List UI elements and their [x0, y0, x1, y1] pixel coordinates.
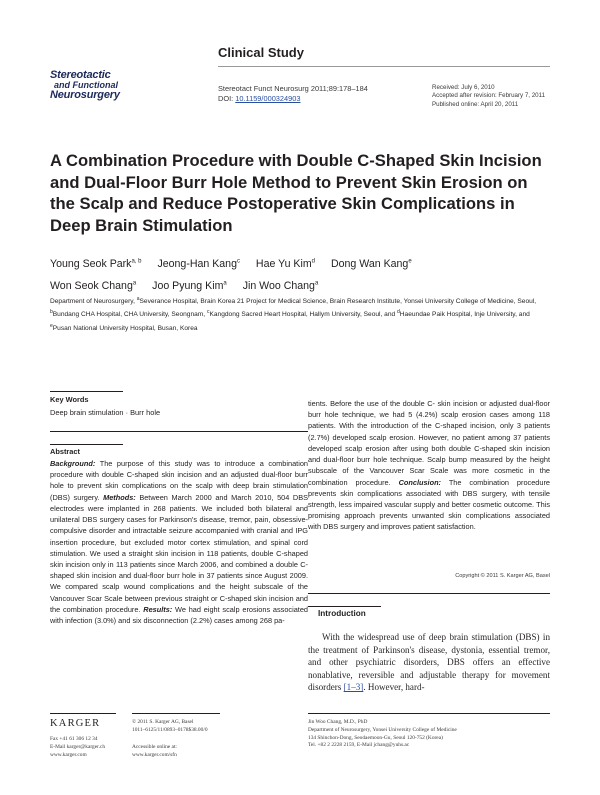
corresponding-address: 134 Shinchon-Dong, Seodaemoon-Gu, Seoul 120-752 (Korea)	[308, 734, 443, 741]
affiliation-text: Bundang CHA Hospital, CHA University, Seongnam,	[52, 311, 207, 319]
corresponding-department: Department of Neurosurgery, Yonsei University College of Medicine	[308, 726, 457, 733]
copyright-line: © 2011 S. Karger AG, Basel	[132, 719, 194, 725]
author-affiliation-mark: a	[132, 280, 137, 287]
author-list	[50, 251, 550, 296]
received-date: Received: July 6, 2010	[432, 84, 495, 91]
publisher-web: www.karger.com	[50, 751, 87, 758]
footer-copyright	[132, 719, 208, 735]
introduction-heading-rule	[308, 606, 381, 607]
affiliation-mark: c	[206, 309, 210, 316]
author	[50, 258, 142, 270]
affiliation-mark: e	[50, 322, 53, 329]
journal-logo-line-3: Neurosurgery	[50, 89, 120, 101]
publication-dates	[432, 84, 545, 109]
access-label: Accessible online at:	[132, 744, 177, 750]
author-affiliation-mark: e	[408, 258, 412, 264]
copyright-code: 1011–6125/11/0893–0178$38.00/0	[132, 726, 208, 733]
publisher-fax: Fax +41 61 306 12 34	[50, 736, 98, 742]
introduction-heading: Introduction	[318, 609, 366, 618]
journal-logo	[50, 70, 200, 100]
header-divider	[218, 66, 550, 67]
introduction-divider	[308, 593, 550, 594]
publisher-logo: KARGER	[50, 718, 101, 729]
article-title: A Combination Procedure with Double C-Shaped Skin Incision and Dual-Floor Burr Hole Method to Prevent Skin Erosion on the Scalp and Reduce Postoperative Skin Complications in Deep Brain Stimulation	[50, 151, 542, 235]
study-type-label: Clinical Study	[218, 45, 304, 60]
author	[331, 258, 412, 270]
affiliation-mark: b	[50, 309, 53, 316]
abstract-column-right	[308, 398, 550, 533]
author-name: Dong Wan Kang	[330, 257, 409, 270]
author-name: Hae Yu Kim	[255, 257, 312, 270]
doi-label: DOI:	[218, 93, 236, 103]
background-label: Background:	[50, 459, 96, 468]
affiliation-mark: d	[397, 309, 400, 316]
affiliation-text: Severance Hospital, Brain Korea 21 Project for Medical Science, Brain Research Institute, Yonsei University College of Medicine, Seoul,	[139, 298, 537, 306]
footer-divider	[132, 713, 220, 714]
affiliations	[50, 294, 550, 334]
author-name: Jin Woo Chang	[242, 280, 315, 293]
affiliation-mark: a	[136, 296, 140, 302]
author-affiliation-mark: c	[236, 258, 240, 264]
methods-text: Between March 2000 and March 2010, 504 DBS electrodes were implanted in 268 patients. We included both bilateral and unilateral DBS surgery cases for Parkinson's disease, tremor, pain, obsessive-compulsive disorder and intractable seizure accompanied with cranial and IPG insertion procedure, but excluded motor cortex stimulation, and spinal cord stimulation. We used a straight skin incision in 118 patients, double C-shaped skin incision only in 113 patients since March 2006, and combined a double C-shaped skin incision and dual-floor burr hole in 37 patients since August 2009. We compared scalp wound complications and the height subscale of the Vancouver Scar Scale between previous straight or C-shaped skin incision and the combination procedure.	[50, 492, 308, 614]
keywords-divider	[50, 391, 123, 392]
correspondence	[308, 719, 550, 750]
author-affiliation-mark: a	[223, 280, 227, 287]
abstract-heading-rule	[50, 444, 123, 445]
abstract-copyright: Copyright © 2011 S. Karger AG, Basel	[455, 573, 550, 579]
footer-divider	[50, 713, 116, 714]
online-access	[132, 744, 177, 760]
published-date: Published online: April 20, 2011	[432, 100, 519, 108]
author	[243, 280, 319, 292]
accepted-date: Accepted after revision: February 7, 2011	[432, 92, 546, 100]
author	[152, 280, 227, 292]
author-name: Jeong-Han Kang	[157, 257, 237, 270]
keywords-heading: Key Words	[50, 395, 89, 404]
abstract-divider	[50, 431, 308, 432]
journal-logo-line-1: Stereotactic	[50, 69, 111, 81]
citation-block	[218, 84, 368, 103]
publisher-contact	[50, 736, 105, 759]
results-text: We had eight scalp erosions associated with infection (3.0%) and six disconnection (2.2%) cases among 268 pa-	[50, 604, 308, 626]
author-name: Young Seok Park	[50, 257, 132, 270]
corresponding-contact: Tel. +82 2 2228 2159, E-Mail jchang@yuhs.ac	[308, 742, 410, 749]
author-affiliation-mark: a, b	[131, 258, 142, 264]
affiliation-text: Kangdong Sacred Heart Hospital, Hallym University, Seoul, and	[209, 311, 397, 319]
abstract-heading: Abstract	[50, 447, 80, 456]
corresponding-author: Jin Woo Chang, M.D., PhD	[308, 719, 368, 725]
introduction-text: With the widespread use of deep brain stimulation (DBS) in the treatment of Parkinson's disease, dystonia, essential tremor, and other psychiatric disorders, DBS offers an effective nonablative, reversible and adjustable therapy for movement disorders	[308, 632, 550, 693]
author	[256, 258, 315, 270]
author	[50, 280, 136, 292]
doi-link[interactable]: 10.1159/000324903	[235, 93, 301, 103]
results-label: Results:	[143, 604, 173, 614]
results-text-continued: tients. Before the use of the double C- skin incision or adjusted dual-floor burr hole technique, we had 5 (4.2%) scalp erosion cases among 118 patients. With the introduction of the C-shaped incision, only 3 patients (2.7%) developed scalp erosion. However, no patient among 37 patients developed scalp erosion after using both double C-shaped skin incision and dual-floor burr hole technique. Scalp bump measured by the height subscale of the Vancouver Scar Scale was more cosmetic in the combination procedure.	[308, 399, 550, 487]
author-affiliation-mark: d	[311, 258, 316, 264]
affiliation-text: Department of Neurosurgery,	[50, 298, 137, 306]
methods-label: Methods:	[103, 492, 136, 502]
keywords-text: Deep brain stimulation · Burr hole	[50, 408, 161, 417]
affiliation-text: Haeundae Paik Hospital, Inje University, and	[399, 311, 530, 319]
author-name: Joo Pyung Kim	[152, 280, 224, 293]
conclusion-label: Conclusion:	[398, 477, 442, 487]
abstract-column-left	[50, 458, 308, 626]
doi-line	[218, 94, 368, 104]
publisher-email: E-Mail karger@karger.ch	[50, 743, 106, 750]
author-name: Won Seok Chang	[50, 280, 133, 293]
reference-link[interactable]: [1–3]	[343, 682, 364, 693]
introduction-text: . However, hard-	[363, 682, 425, 693]
author	[157, 258, 240, 270]
journal-logo-line-2: and Functional	[54, 80, 118, 90]
journal-citation: Stereotact Funct Neurosurg 2011;89:178–184	[218, 84, 368, 93]
author-affiliation-mark: a	[314, 280, 319, 287]
conclusion-text: The combination procedure prevents skin complications associated with DBS surgery, with tensile strength, less impaired vascular supply and better cosmetic outcome. This promising approach prevents unwanted skin complications associated with DBS surgery and improves patient satisfaction.	[308, 477, 550, 532]
background-text: The purpose of this study was to introduce a combination procedure with double C-shaped skin incision and an adjusted dual-floor burr hole to prevent skin complications on the scalp with deep brain stimulation (DBS) surgery.	[50, 459, 308, 502]
affiliation-text: Pusan National University Hospital, Busan, Korea	[52, 324, 198, 332]
introduction-paragraph	[308, 631, 550, 694]
footer-divider	[308, 713, 550, 714]
access-url: www.karger.com/sfn	[132, 751, 177, 758]
